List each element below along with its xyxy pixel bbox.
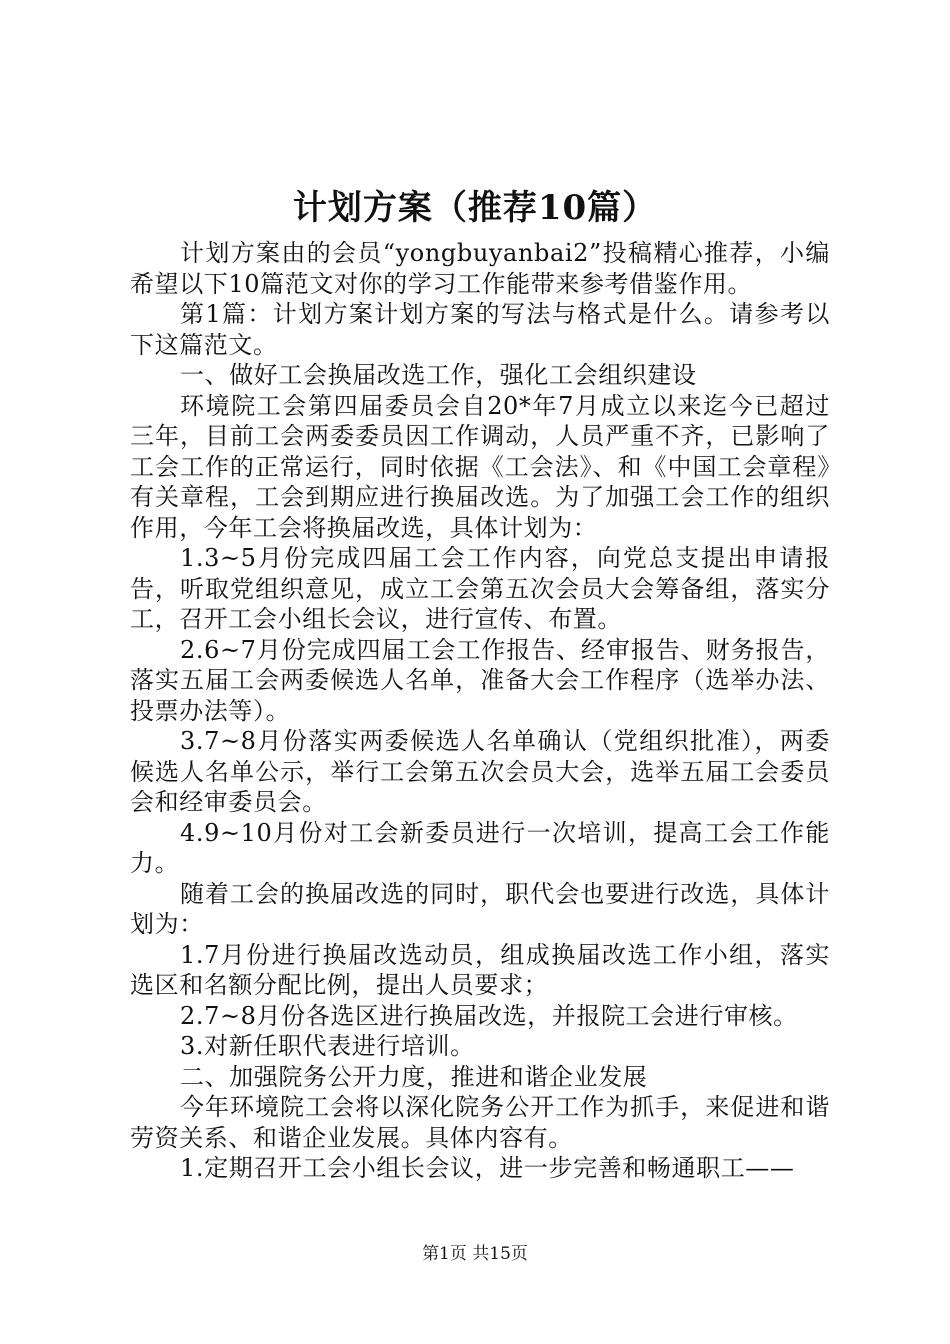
section-heading-1: 一、做好工会换届改选工作，强化工会组织建设 bbox=[180, 361, 697, 389]
document-title: 计划方案（推荐10篇） bbox=[292, 188, 658, 228]
section-heading-2: 二、加强院务公开力度，推进和谐企业发展 bbox=[180, 1062, 648, 1091]
page-footer: 第1页 共15页 bbox=[422, 1244, 528, 1264]
congress-item-2: 2.7~8月份各选区进行换届改选，并报院工会进行审核。 bbox=[180, 1001, 798, 1030]
paragraph-intro: 计划方案由的会员“yongbuyanbai2”投稿精心推荐，小编希望以下10篇范文对你的学习工作能带来参考借鉴作用。 bbox=[130, 239, 830, 298]
plan-item-3: 3.7~8月份落实两委候选人名单确认（党组织批准），两委候选人名单公示，举行工会第五次会员大会，选举五届工会委员会和经审委员会。 bbox=[130, 727, 830, 816]
paragraph-openness: 今年环境院工会将以深化院务公开工作为抓手，来促进和谐劳资关系、和谐企业发展。具体内容有。 bbox=[130, 1093, 830, 1152]
plan-item-1: 1.3~5月份完成四届工会工作内容，向党总支提出申请报告，听取党组织意见，成立工会第五次会员大会筹备组，落实分工，召开工会小组长会议，进行宣传、布置。 bbox=[130, 544, 830, 633]
congress-item-1: 1.7月份进行换届改选动员，组成换届改选工作小组，落实选区和名额分配比例，提出人员要求； bbox=[130, 940, 830, 999]
document-body bbox=[130, 238, 830, 1184]
congress-item-3: 3.对新任职代表进行培训。 bbox=[180, 1032, 475, 1060]
plan-item-2: 2.6~7月份完成四届工会工作报告、经审报告、财务报告，落实五届工会两委候选人名单，准备大会工作程序（选举办法、投票办法等）。 bbox=[130, 635, 830, 725]
paragraph-congress: 随着工会的换届改选的同时，职代会也要进行改选，具体计划为： bbox=[130, 879, 830, 938]
paragraph-background: 环境院工会第四届委员会自20*年7月成立以来迄今已超过三年，目前工会两委委员因工作调动，人员严重不齐，已影响了工会工作的正常运行，同时依据《工会法》、和《中国工会章程》有关章程，工会到期应进行换届改选。为了加强工会工作的组织作用，今年工会将换届改选，具体计划为： bbox=[130, 391, 830, 542]
openness-item-1: 1.定期召开工会小组长会议，进一步完善和畅通职工—— bbox=[180, 1154, 795, 1182]
paragraph-part-one: 第1篇：计划方案计划方案的写法与格式是什么。请参考以下这篇范文。 bbox=[130, 300, 830, 359]
plan-item-4: 4.9~10月份对工会新委员进行一次培训，提高工会工作能力。 bbox=[130, 818, 830, 877]
